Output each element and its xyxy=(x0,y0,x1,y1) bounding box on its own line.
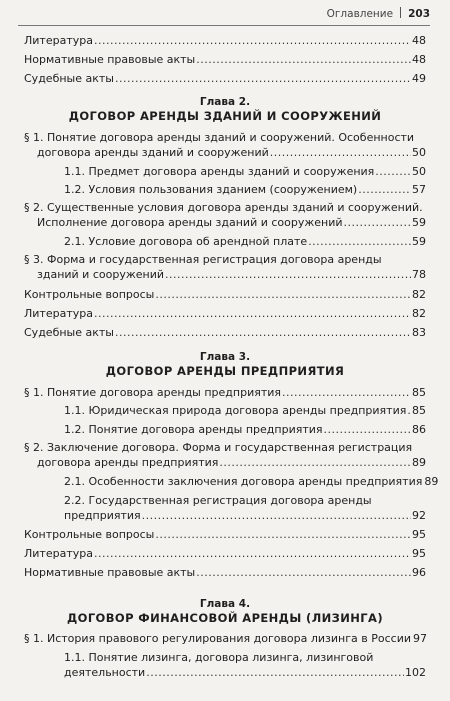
entry-title-line1: § 3. Форма и государственная регистрация договора аренды xyxy=(24,253,382,266)
entry-title: 1.2. Понятие договора аренды предприятия xyxy=(64,423,323,436)
leader-dots xyxy=(155,288,411,303)
entry-page: 86 xyxy=(412,423,426,436)
entry-page: 102 xyxy=(405,665,426,679)
entry-page: 92 xyxy=(412,508,426,522)
entry-title: договора аренды предприятия xyxy=(37,455,219,469)
header-divider xyxy=(400,7,401,18)
leader-dots xyxy=(219,456,411,471)
toc-entry[interactable] xyxy=(24,632,426,647)
entry-title: 1.1. Юридическая природа договора аренды предприятия xyxy=(64,404,407,417)
entry-page: 50 xyxy=(412,165,426,178)
header-rule xyxy=(18,25,430,26)
entry-title: Литература xyxy=(24,547,93,560)
leader-dots xyxy=(115,72,411,87)
toc-entry[interactable] xyxy=(24,253,426,282)
leader-dots xyxy=(94,547,411,562)
entry-page: 49 xyxy=(412,72,426,85)
chapter-title: ДОГОВОР АРЕНДЫ ЗДАНИЙ И СООРУЖЕНИЙ xyxy=(68,109,382,123)
chapter-heading xyxy=(0,96,450,124)
entry-title-line1: § 2. Существенные условия договора аренды зданий и сооружений. xyxy=(24,201,423,214)
entry-title: Исполнение договора аренды зданий и сооружений xyxy=(37,215,343,229)
entry-title-line1: § 2. Заключение договора. Форма и государственная регистрация xyxy=(24,441,413,454)
entry-page: 95 xyxy=(412,528,426,541)
entry-title: Литература xyxy=(24,307,93,320)
leader-dots xyxy=(165,268,411,283)
entry-title: Контрольные вопросы xyxy=(24,288,155,301)
leader-dots xyxy=(94,34,411,49)
leader-dots xyxy=(270,146,411,161)
toc-entry[interactable] xyxy=(24,307,426,322)
toc-entry[interactable] xyxy=(24,72,426,87)
chapter-heading xyxy=(0,598,450,626)
toc-entry[interactable] xyxy=(24,528,426,543)
leader-dots xyxy=(94,307,411,322)
entry-title: § 1. Понятие договора аренды предприятия xyxy=(24,386,282,399)
entry-title: 1.1. Предмет договора аренды зданий и сооружения xyxy=(64,165,375,178)
toc-entry[interactable] xyxy=(64,235,426,250)
toc-entry[interactable] xyxy=(24,386,426,401)
chapter-title: ДОГОВОР АРЕНДЫ ПРЕДПРИЯТИЯ xyxy=(105,364,345,378)
entry-page: 59 xyxy=(412,215,426,229)
entry-page: 59 xyxy=(412,235,426,248)
leader-dots xyxy=(142,509,411,524)
toc-entry[interactable] xyxy=(64,423,426,438)
entry-title: § 1. История правового регулирования договора лизинга в России xyxy=(24,632,412,645)
entry-title: 1.2. Условия пользования зданием (сооружением) xyxy=(64,183,358,196)
entry-page: 50 xyxy=(412,145,426,159)
running-header xyxy=(327,7,430,20)
entry-title-line1: 1.1. Понятие лизинга, договора лизинга, лизинговой xyxy=(64,651,374,664)
entry-page: 89 xyxy=(424,475,439,488)
chapter-label: Глава 4. xyxy=(199,598,251,610)
entry-page: 48 xyxy=(412,34,426,47)
entry-page: 78 xyxy=(412,267,426,281)
entry-title: Контрольные вопросы xyxy=(24,528,155,541)
leader-dots xyxy=(375,165,411,180)
header-section: Оглавление xyxy=(326,8,394,20)
toc-entry[interactable] xyxy=(64,404,426,419)
toc-entry[interactable] xyxy=(24,53,426,68)
entry-title: Литература xyxy=(24,34,93,47)
toc-entry[interactable] xyxy=(24,566,426,581)
leader-dots xyxy=(146,666,404,681)
toc-entry[interactable] xyxy=(64,183,426,198)
entry-title: 2.1. Условие договора об арендной плате xyxy=(64,235,308,248)
header-page-number: 203 xyxy=(408,8,430,20)
entry-title: Нормативные правовые акты xyxy=(24,566,196,579)
entry-page: 82 xyxy=(412,288,426,301)
leader-dots xyxy=(282,386,411,401)
leader-dots xyxy=(407,404,411,419)
toc-entry[interactable] xyxy=(24,547,426,562)
entry-title: зданий и сооружений xyxy=(37,267,164,281)
chapter-heading xyxy=(0,351,450,379)
chapter-title: ДОГОВОР ФИНАНСОВОЙ АРЕНДЫ (ЛИЗИНГА) xyxy=(67,611,383,625)
entry-page: 97 xyxy=(413,632,428,645)
entry-page: 96 xyxy=(412,566,426,579)
toc-entry[interactable] xyxy=(24,326,426,341)
entry-title: Судебные акты xyxy=(24,326,114,339)
leader-dots xyxy=(115,326,411,341)
toc-entry[interactable] xyxy=(24,288,426,303)
entry-page: 89 xyxy=(412,455,426,469)
toc-entry[interactable] xyxy=(64,651,426,680)
entry-title: 2.1. Особенности заключения договора аренды предприятия xyxy=(64,475,423,488)
entry-title: Судебные акты xyxy=(24,72,114,85)
toc-entry[interactable] xyxy=(64,494,426,523)
entry-page: 48 xyxy=(412,53,426,66)
entry-page: 57 xyxy=(412,183,426,196)
toc-entry[interactable] xyxy=(24,34,426,49)
entry-title: предприятия xyxy=(64,508,141,522)
toc-entry[interactable] xyxy=(64,475,439,490)
leader-dots xyxy=(344,216,411,231)
chapter-label: Глава 2. xyxy=(199,96,251,108)
entry-page: 82 xyxy=(412,307,426,320)
entry-title-line1: § 1. Понятие договора аренды зданий и сооружений. Особенности xyxy=(24,131,415,144)
entry-page: 95 xyxy=(412,547,426,560)
leader-dots xyxy=(155,528,411,543)
toc-entry[interactable] xyxy=(24,201,426,230)
leader-dots xyxy=(358,183,411,198)
entry-page: 85 xyxy=(412,386,426,399)
toc-entry[interactable] xyxy=(24,131,426,160)
entry-title: договора аренды зданий и сооружений xyxy=(37,145,269,159)
chapter-label: Глава 3. xyxy=(199,351,251,363)
toc-entry[interactable] xyxy=(24,441,426,470)
toc-entry[interactable] xyxy=(64,165,426,180)
leader-dots xyxy=(324,423,411,438)
entry-title: Нормативные правовые акты xyxy=(24,53,196,66)
entry-title: деятельности xyxy=(64,665,146,679)
leader-dots xyxy=(196,566,411,581)
leader-dots xyxy=(196,53,411,68)
entry-page: 85 xyxy=(412,404,426,417)
entry-page: 83 xyxy=(412,326,426,339)
leader-dots xyxy=(308,235,411,250)
entry-title-line1: 2.2. Государственная регистрация договора аренды xyxy=(64,494,372,507)
